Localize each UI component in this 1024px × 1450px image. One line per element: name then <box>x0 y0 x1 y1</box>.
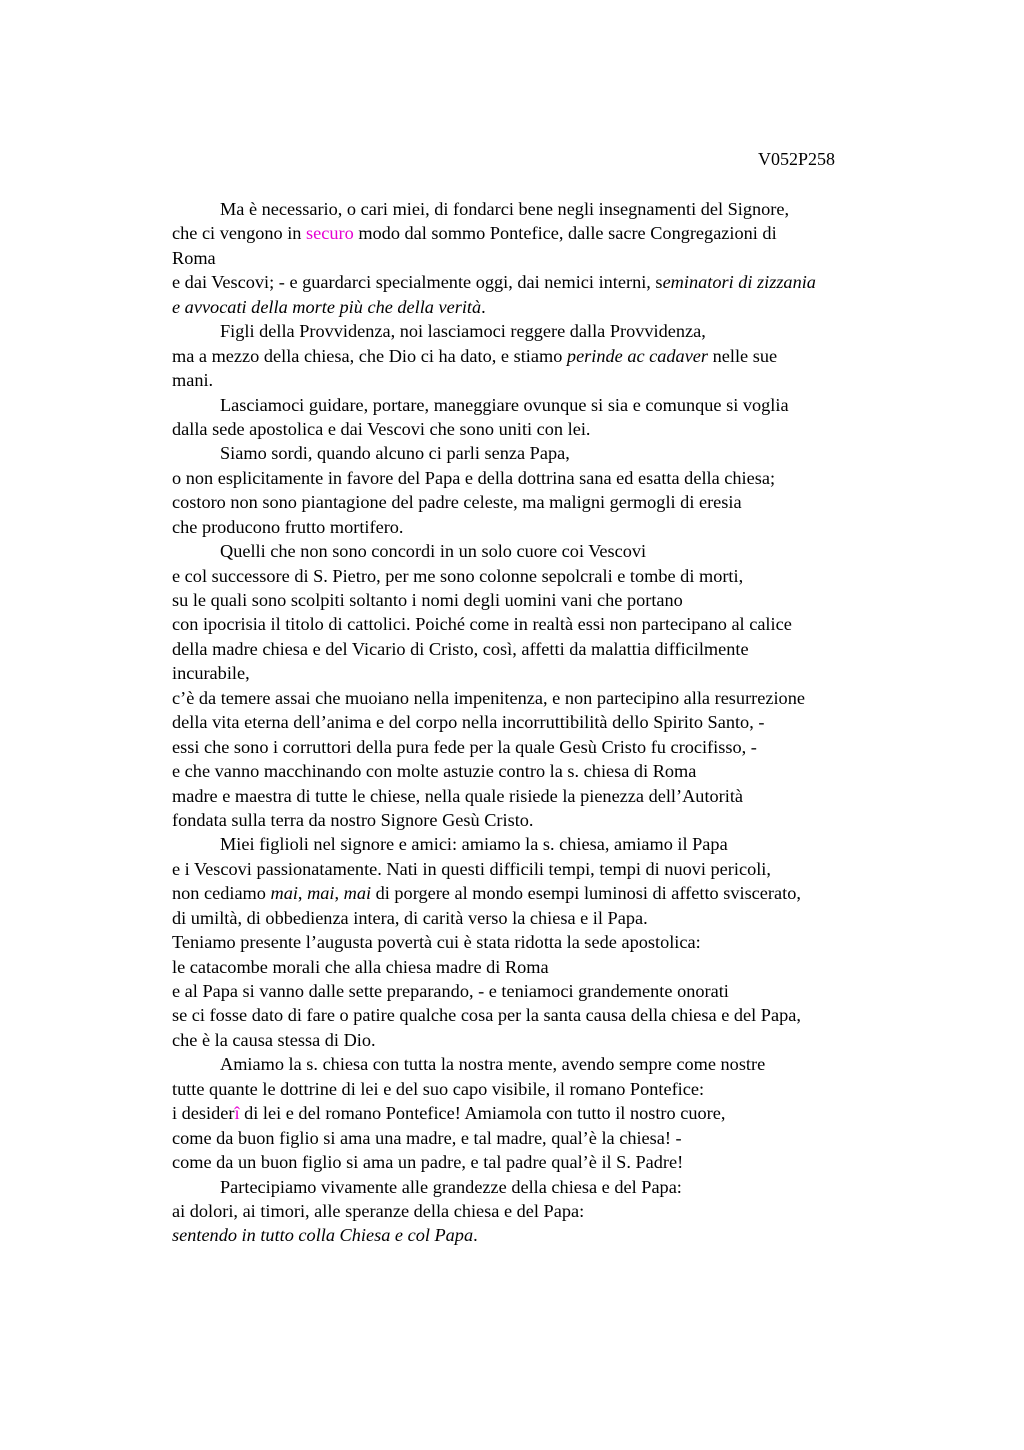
text-line <box>172 564 912 588</box>
text-line <box>172 466 912 490</box>
text-segment: ai dolori, ai timori, alle speranze della chiesa e del Papa: <box>172 1200 585 1221</box>
text-segment: Figli della Provvidenza, noi lasciamoci reggere dalla Provvidenza, <box>220 321 706 342</box>
text-line <box>172 832 912 856</box>
text-segment: o non esplicitamente in favore del Papa e della dottrina sana ed esatta della chiesa; <box>172 467 776 488</box>
text-line <box>172 197 912 221</box>
italic-text: sentendo in tutto colla Chiesa e col Papa <box>172 1225 474 1246</box>
italic-text: mai <box>343 883 372 904</box>
text-line <box>172 686 912 710</box>
text-segment: essi che sono i corruttori della pura fede per la quale Gesù Cristo fu crocifisso, - <box>172 736 757 757</box>
text-line <box>172 441 912 465</box>
text-line <box>172 1052 912 1076</box>
text-segment: Lasciamoci guidare, portare, maneggiare ovunque si sia e comunque si voglia <box>220 394 789 415</box>
text-segment: . <box>473 1225 478 1246</box>
text-segment: che è la causa stessa di Dio. <box>172 1029 376 1050</box>
text-line <box>172 221 912 245</box>
text-line <box>172 710 912 734</box>
italic-text: mai <box>307 883 335 904</box>
text-line <box>172 270 912 294</box>
text-line <box>172 1150 912 1174</box>
text-line <box>172 881 912 905</box>
text-line <box>172 930 912 954</box>
text-line <box>172 784 912 808</box>
text-line <box>172 1199 912 1223</box>
text-line <box>172 1126 912 1150</box>
text-segment: con ipocrisia il titolo di cattolici. Poiché come in realtà essi non partecipano al calice <box>172 614 792 635</box>
text-segment: e che vanno macchinando con molte astuzie contro la s. chiesa di Roma <box>172 761 697 782</box>
text-segment: fondata sulla terra da nostro Signore Gesù Cristo. <box>172 809 534 830</box>
text-line <box>172 295 912 319</box>
text-line <box>172 246 912 270</box>
text-segment: Partecipiamo vivamente alle grandezze della chiesa e del Papa: <box>220 1176 682 1197</box>
text-segment: , <box>297 883 308 904</box>
page-reference: V052P258 <box>758 149 836 169</box>
text-line <box>172 906 912 930</box>
text-segment: tutte quante le dottrine di lei e del suo capo visibile, il romano Pontefice: <box>172 1078 705 1099</box>
text-segment: della vita eterna dell’anima e del corpo nella incorruttibilità dello Spirito Santo, - <box>172 712 765 733</box>
italic-text: e avvocati della morte più che della verità <box>172 296 482 317</box>
text-segment: di umiltà, di obbedienza intera, di carità verso la chiesa e il Papa. <box>172 907 648 928</box>
text-line <box>172 735 912 759</box>
text-segment: le catacombe morali che alla chiesa madre di Roma <box>172 956 549 977</box>
text-line <box>172 1223 912 1247</box>
text-segment: mani. <box>172 370 214 391</box>
italic-text: mai <box>270 883 298 904</box>
text-segment: Roma <box>172 247 216 268</box>
text-line <box>172 368 912 392</box>
text-line <box>172 515 912 539</box>
text-segment: Quelli che non sono concordi in un solo cuore coi Vescovi <box>220 541 647 562</box>
text-segment: modo dal sommo Pontefice, dalle sacre Congregazioni di <box>353 223 777 244</box>
text-segment: i desider <box>172 1103 235 1124</box>
text-line <box>172 588 912 612</box>
text-segment: e al Papa si vanno dalle sette preparando, - e teniamoci grandemente onorati <box>172 981 729 1001</box>
text-line <box>172 857 912 881</box>
text-segment: costoro non sono piantagione del padre celeste, ma maligni germogli di eresia <box>172 492 742 513</box>
text-segment: se ci fosse dato di fare o patire qualche cosa per la santa causa della chiesa e del Papa, <box>172 1005 801 1026</box>
italic-text: perinde ac cadaver <box>566 345 709 366</box>
text-line <box>172 759 912 783</box>
text-segment: incurabile, <box>172 663 250 684</box>
text-line <box>172 661 912 685</box>
text-segment: , <box>334 883 344 904</box>
text-line <box>172 344 912 368</box>
text-line <box>172 1028 912 1052</box>
text-segment: che ci vengono in <box>172 223 307 244</box>
document-body <box>172 197 912 1248</box>
text-segment: ma a mezzo della chiesa, che Dio ci ha dato, e stiamo <box>172 345 567 366</box>
text-segment: dalla sede apostolica e dai Vescovi che sono uniti con lei. <box>172 418 591 439</box>
text-segment: c’è da temere assai che muoiano nella impenitenza, e non partecipino alla resurrezione <box>172 687 805 708</box>
text-line <box>172 637 912 661</box>
text-line <box>172 979 912 1003</box>
text-line <box>172 490 912 514</box>
text-segment: Amiamo la s. chiesa con tutta la nostra mente, avendo sempre come nostre <box>220 1054 766 1075</box>
text-segment: Miei figlioli nel signore e amici: amiamo la s. chiesa, amiamo il Papa <box>220 834 728 855</box>
text-line <box>172 955 912 979</box>
text-segment: che producono frutto mortifero. <box>172 516 404 537</box>
text-segment: di lei e del romano Pontefice! Amiamola con tutto il nostro cuore, <box>239 1103 726 1124</box>
text-segment: della madre chiesa e del Vicario di Cristo, così, affetti da malattia difficilmente <box>172 638 749 659</box>
text-line <box>172 539 912 563</box>
text-segment: . <box>481 296 486 317</box>
text-segment: madre e maestra di tutte le chiese, nella quale risiede la pienezza dell’Autorità <box>172 785 744 806</box>
text-segment: Ma è necessario, o cari miei, di fondarci bene negli insegnamenti del Signore, <box>220 199 790 219</box>
text-segment: di porgere al mondo esempi luminosi di affetto sviscerato, <box>371 883 801 904</box>
text-segment: e i Vescovi passionatamente. Nati in questi difficili tempi, tempi di nuovi pericoli, <box>172 858 771 879</box>
text-line <box>172 1077 912 1101</box>
text-line <box>172 393 912 417</box>
text-segment: e dai Vescovi; - e guardarci specialmente oggi, dai nemici interni, s <box>172 272 663 293</box>
text-line <box>172 417 912 441</box>
text-line <box>172 1101 912 1125</box>
text-line <box>172 808 912 832</box>
text-segment: nelle sue <box>708 345 778 366</box>
text-line <box>172 1003 912 1027</box>
text-segment: come da un buon figlio si ama un padre, e tal padre qual’è il S. Padre! <box>172 1152 684 1173</box>
text-line <box>172 1175 912 1199</box>
text-segment: su le quali sono scolpiti soltanto i nomi degli uomini vani che portano <box>172 590 683 610</box>
text-segment: e col successore di S. Pietro, per me sono colonne sepolcrali e tombe di morti, <box>172 565 744 586</box>
text-line <box>172 612 912 636</box>
text-segment: Teniamo presente l’augusta povertà cui è stata ridotta la sede apostolica: <box>172 932 701 953</box>
text-line <box>172 319 912 343</box>
text-segment: Siamo sordi, quando alcuno ci parli senza Papa, <box>220 443 570 464</box>
highlighted-word: securo <box>306 223 354 244</box>
italic-text: eminatori di zizzania <box>662 272 816 293</box>
text-segment: non cediamo <box>172 883 271 904</box>
highlighted-word: î <box>234 1103 240 1124</box>
text-segment: come da buon figlio si ama una madre, e tal madre, qual’è la chiesa! - <box>172 1127 682 1148</box>
